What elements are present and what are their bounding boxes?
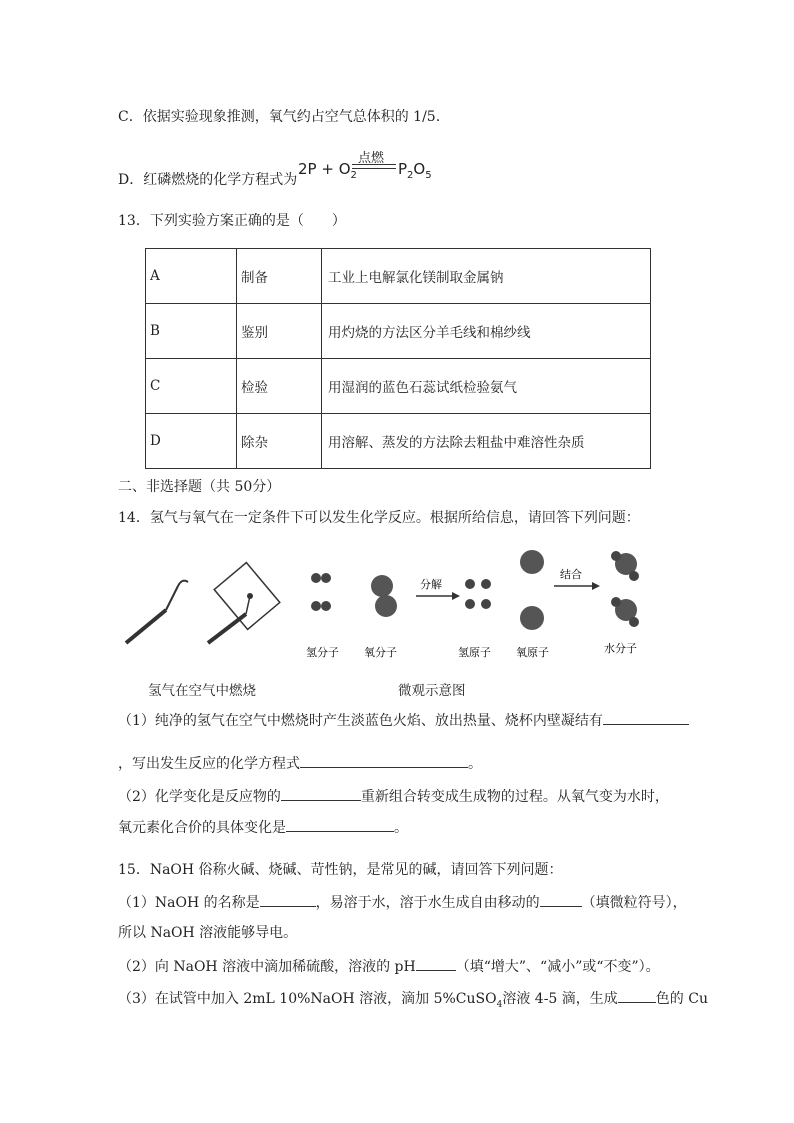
table-row bbox=[146, 414, 651, 469]
q15-part2: （2）向 NaOH 溶液中滴加稀硫酸，溶液的 pH （填“增大”、“减小”或“不变”）。 bbox=[118, 956, 660, 976]
option-label: B bbox=[146, 304, 237, 359]
h-atom-label: 氢原子 bbox=[458, 646, 491, 659]
option-type: 鉴别 bbox=[237, 304, 322, 359]
q14-stem: 14．氢气与氧气在一定条件下可以发生化学反应。根据所给信息，请回答下列问题： bbox=[118, 510, 640, 526]
oxygen-atoms-icon bbox=[520, 550, 544, 630]
q15-part1-line2: 所以 NaOH 溶液能够导电。 bbox=[118, 925, 298, 941]
q13-options-table bbox=[145, 248, 651, 469]
figure-caption-right: 微观示意图 bbox=[398, 683, 466, 699]
answer-blank[interactable] bbox=[300, 753, 468, 768]
hydrogen-jet-icon bbox=[126, 581, 188, 643]
answer-blank[interactable] bbox=[286, 817, 394, 832]
section-2-heading: 二、非选择题（共 50分） bbox=[118, 479, 281, 495]
decompose-label: 分解 bbox=[420, 578, 442, 591]
decompose-arrow-icon bbox=[416, 592, 460, 600]
combine-arrow-icon bbox=[554, 582, 600, 590]
option-label: C bbox=[146, 359, 237, 414]
option-c: C．依据实验现象推测，氧气约占空气总体积的 1/5. bbox=[118, 109, 441, 125]
q15-stem: 15．NaOH 俗称火碱、烧碱、苛性钠，是常见的碱，请回答下列问题： bbox=[118, 862, 563, 878]
figure-caption-left: 氢气在空气中燃烧 bbox=[148, 683, 256, 699]
q13-stem: 13．下列实验方案正确的是（ ） bbox=[118, 213, 346, 229]
q14-part1-line1: （1）纯净的氢气在空气中燃烧时产生淡蓝色火焰、放出热量、烧杯内壁凝结有 bbox=[118, 710, 689, 730]
answer-blank[interactable] bbox=[603, 710, 689, 725]
h2-molecule-label: 氢分子 bbox=[306, 646, 339, 659]
o-atom-label: 氧原子 bbox=[516, 646, 549, 659]
beaker-over-flame-icon bbox=[208, 563, 280, 643]
q15-part3: （3）在试管中加入 2mL 10%NaOH 溶液，滴加 5%CuSO$_4$溶液 4-5 滴，生成 色的 Cu bbox=[118, 988, 708, 1014]
option-content: 用湿润的蓝色石蕊试纸检验氨气 bbox=[322, 359, 651, 414]
q14-part2-line2: 氧元素化合价的具体变化是 。 bbox=[118, 817, 408, 837]
table-row bbox=[146, 359, 651, 414]
equation-condition: 点燃 bbox=[358, 151, 385, 166]
answer-blank[interactable] bbox=[416, 956, 456, 971]
option-type: 除杂 bbox=[237, 414, 322, 469]
answer-blank[interactable] bbox=[281, 786, 361, 801]
option-content: 用灼烧的方法区分羊毛线和棉纱线 bbox=[322, 304, 651, 359]
oxygen-molecule-icon bbox=[371, 575, 397, 617]
table-row bbox=[146, 249, 651, 304]
q14-part2-line1: （2）化学变化是反应物的 重新组合转变成生成物的过程。从氧气变为水时， bbox=[118, 786, 669, 806]
answer-blank[interactable] bbox=[540, 892, 582, 907]
option-content: 用溶解、蒸发的方法除去粗盐中难溶性杂质 bbox=[322, 414, 651, 469]
o2-molecule-label: 氧分子 bbox=[364, 646, 397, 659]
q14-part1-line2: ，写出发生反应的化学方程式 。 bbox=[118, 753, 482, 773]
option-label: A bbox=[146, 249, 237, 304]
phosphorus-equation: $2P + O_2$ bbox=[298, 160, 357, 181]
option-d bbox=[118, 171, 297, 189]
option-label: D bbox=[146, 414, 237, 469]
q15-part1-line1: （1）NaOH 的名称是 ，易溶于水，溶于水生成自由移动的 （填微粒符号）， bbox=[118, 892, 687, 912]
hydrogen-atoms-icon bbox=[465, 579, 491, 609]
equation-line bbox=[352, 164, 396, 165]
option-content: 工业上电解氯化镁制取金属钠 bbox=[322, 249, 651, 304]
q14-figure bbox=[118, 538, 678, 668]
option-type: 检验 bbox=[237, 359, 322, 414]
option-type: 制备 bbox=[237, 249, 322, 304]
equation-line-2 bbox=[352, 168, 396, 169]
combine-label: 结合 bbox=[560, 568, 582, 581]
answer-blank[interactable] bbox=[618, 988, 656, 1003]
table-row bbox=[146, 304, 651, 359]
water-molecule-label: 水分子 bbox=[604, 642, 637, 655]
option-d-prefix: D．红磷燃烧的化学方程式为 bbox=[118, 172, 298, 188]
water-molecule-icon bbox=[611, 551, 639, 627]
hydrogen-molecule-icon bbox=[311, 573, 331, 611]
answer-blank[interactable] bbox=[260, 892, 316, 907]
equation-product: $P_2O_5$ bbox=[398, 160, 432, 181]
